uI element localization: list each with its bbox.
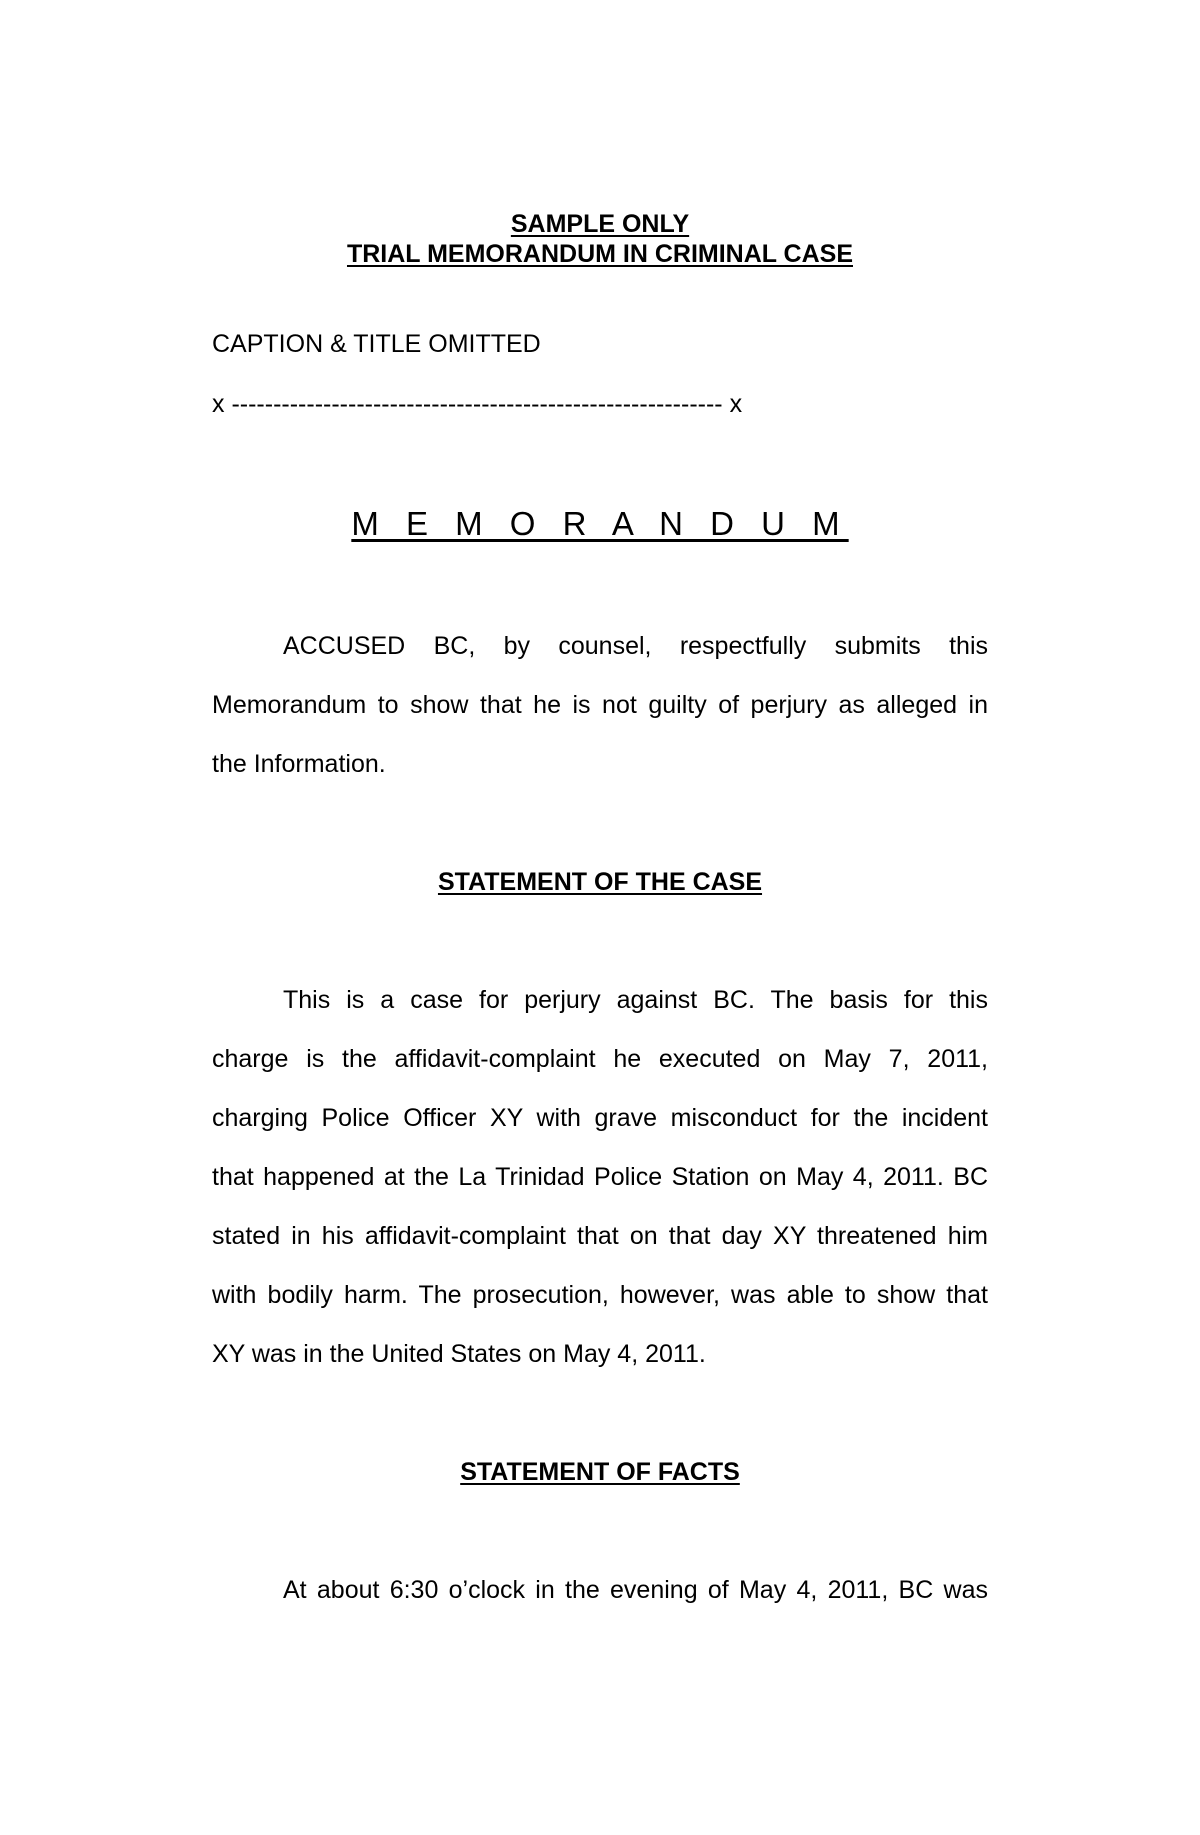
case-line-4: that happened at the La Trinidad Police Station on May 4, 2011. BC (212, 1163, 988, 1191)
header-sample-only: SAMPLE ONLY (510, 210, 690, 238)
header-title: TRIAL MEMORANDUM IN CRIMINAL CASE (346, 240, 853, 268)
intro-line-2: Memorandum to show that he is not guilty of perjury as alleged in (212, 691, 988, 719)
case-line-5: stated in his affidavit-complaint that on that day XY threatened him (212, 1222, 988, 1250)
intro-line-1: ACCUSED BC, by counsel, respectfully submits this (283, 632, 988, 660)
caption-note: CAPTION & TITLE OMITTED (212, 330, 541, 358)
facts-line-1: At about 6:30 o’clock in the evening of May 4, 2011, BC was (283, 1576, 988, 1604)
intro-line-3: the Information. (212, 750, 386, 778)
case-line-7: XY was in the United States on May 4, 2011. (212, 1340, 706, 1368)
memorandum-title: M E M O R A N D U M (351, 505, 849, 542)
case-line-2: charge is the affidavit-complaint he executed on May 7, 2011, (212, 1045, 988, 1073)
case-line-3: charging Police Officer XY with grave misconduct for the incident (212, 1104, 988, 1132)
heading-statement-of-facts: STATEMENT OF FACTS (460, 1458, 740, 1486)
case-line-6: with bodily harm. The prosecution, however, was able to show that (212, 1281, 988, 1309)
case-line-1: This is a case for perjury against BC. The basis for this (283, 986, 988, 1014)
heading-statement-of-case: STATEMENT OF THE CASE (437, 868, 763, 896)
caption-separator: x ----------------------------------------------------------- x (212, 390, 743, 418)
